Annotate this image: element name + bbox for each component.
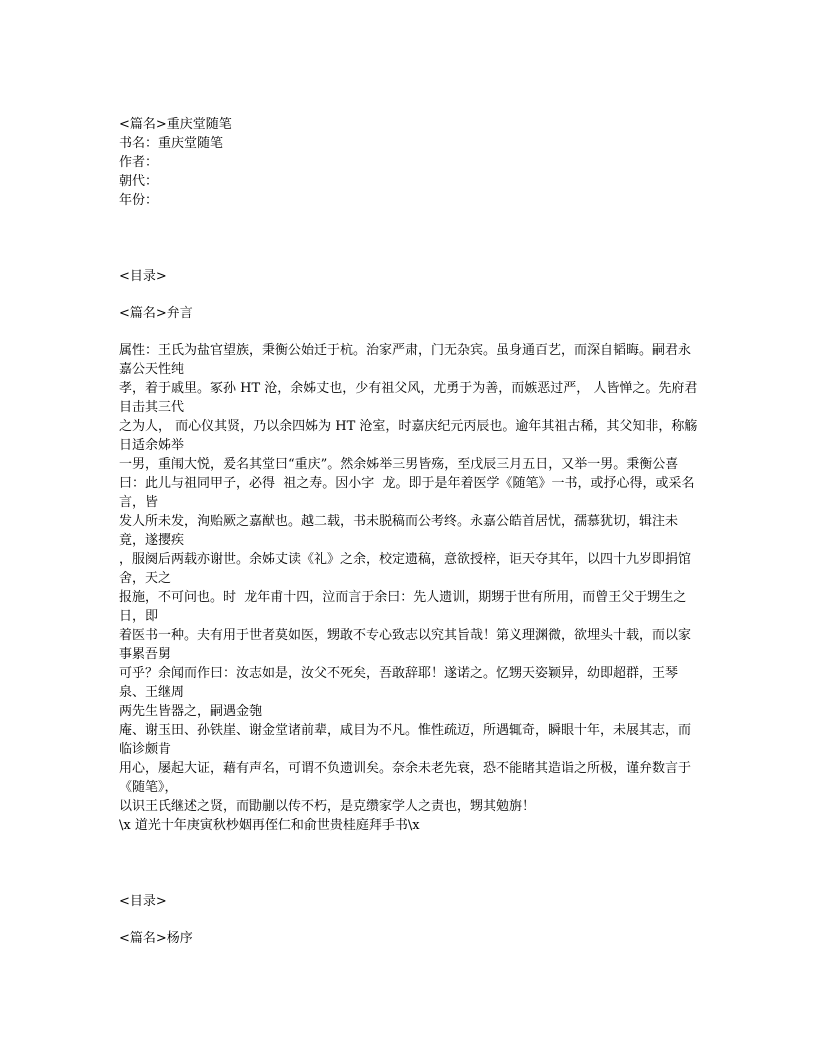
body-line: 以识王氏继述之贤，而勖剻以传不朽，是克缵家学人之责也，甥其勉旃！: [119, 799, 536, 814]
spacer: [119, 323, 701, 341]
body-line: 发人所未发，洵贻厥之嘉猷也。越二载，书未脱稿而公考终。永嘉公皓首居忧，孺慕犹切，辑注未竟，遂撄疾: [119, 514, 679, 548]
body-line: 孝，着于戚里。冢孙 HT 沧，余姊丈也，少有祖父风，尤勇于为善，而嫉恶过严， 人皆惮之。先府君目击其三代: [119, 381, 698, 415]
body-line: 两先生皆器之，嗣遇金匏: [119, 704, 263, 719]
section-heading-yang-preface: <篇名>杨序: [119, 931, 193, 946]
year-field: 年份：: [119, 193, 159, 208]
body-line: 庵、谢玉田、孙铁崖、谢金堂诸前辈，咸目为不凡。惟性疏迈，所遇辄奇，瞬眼十年，未展其志，而临诊颇肯: [119, 723, 692, 757]
section-heading-preface: <篇名>弁言: [119, 306, 193, 321]
body-line: 可乎？余闻而作曰：汝志如是，汝父不死矣，吾敢辞耶！遂诺之。忆甥天姿颖异，幼即超群，王琴泉、王继周: [119, 666, 679, 700]
spacer: [119, 210, 701, 267]
body-line: 曰：此儿与祖同甲子，必得 祖之寿。因小字 龙。即于是年着医学《随笔》一书，或抒心得，或采名言，皆: [119, 476, 695, 510]
body-line: 之为人， 而心仪其贤，乃以余四姊为 HT 沧室，时嘉庆纪元丙辰也。逾年其祖古稀，其父知非，称觞日适余姊举: [119, 419, 698, 453]
body-line: 用心，屡起大证，藉有声名，可谓不负遗训矣。奈余未老先衰，恐不能睹其造诣之所极，谨弁数言于《随笔》，: [119, 761, 692, 795]
signature-line: \x 道光十年庚寅秋杪姻再侄仁和俞世贵桂庭拜手书\x: [119, 818, 420, 833]
dynasty-field: 朝代：: [119, 174, 159, 189]
toc-label: <目录>: [119, 894, 167, 909]
body-line: 一男，重闱大悦，爰名其堂曰“重庆”。然余姊举三男皆殇，至戊辰三月五日，又举一男。秉衡公喜: [119, 457, 679, 472]
body-line: 报施，不可问也。时 龙年甫十四，泣而言于余曰：先人遗训，期甥于世有所用，而曾王父于甥生之日，即: [119, 590, 687, 624]
author-field: 作者：: [119, 155, 159, 170]
spacer: [119, 286, 701, 304]
book-name: 书名：重庆堂随笔: [119, 136, 224, 151]
spacer: [119, 835, 701, 892]
body-line: ，服阕后两载亦谢世。余姊丈读《礼》之余，校定遗稿，意欲授梓，讵天夺其年，以四十九岁即捐馆舍，天之: [119, 552, 692, 586]
body-line: 属性：王氏为盐官望族，秉衡公始迁于杭。治家严肃，门无杂宾。虽身通百艺，而深自韬晦。嗣君永嘉公天性纯: [119, 343, 692, 377]
toc-label: <目录>: [119, 269, 167, 284]
preface-body: [119, 341, 701, 835]
body-line: 着医书一种。夫有用于世者莫如医，甥敢不专心致志以究其旨哉！第义理渊微，欲埋头十载，而以家事累吾舅: [119, 628, 692, 662]
document-page: [119, 115, 701, 948]
spacer: [119, 911, 701, 929]
section-title: <篇名>重庆堂随笔: [119, 117, 232, 132]
